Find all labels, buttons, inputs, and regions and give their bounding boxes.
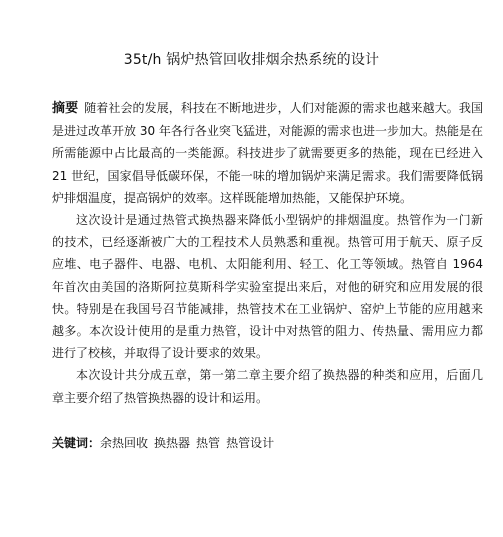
abstract-section — [52, 97, 483, 409]
keywords-label: 关键词： — [52, 436, 101, 450]
abstract-label: 摘要 — [52, 101, 79, 116]
document-title: 35t/h 锅炉热管回收排烟余热系统的设计 — [123, 52, 380, 68]
keyword-item: 余热回收 — [100, 436, 149, 450]
keywords-line — [52, 432, 483, 454]
abstract-paragraph-1 — [52, 97, 483, 209]
keyword-item: 热管设计 — [226, 436, 275, 450]
abstract-paragraph-3: 本次设计共分成五章，第一第二章主要介绍了换热器的种类和应用，后面几章主要介绍了热管换热器的设计和运用。 — [52, 368, 483, 405]
keyword-item: 换热器 — [154, 436, 191, 450]
abstract-paragraph-2: 这次设计是通过热管式换热器来降低小型锅炉的排烟温度。热管作为一门新的技术，已经逐渐被广大的工程技术人员熟悉和重视。热管可用于航天、原子反应堆、电子器件、电器、电机、太阳能利用、轻工、化工等领域。热管自 1964 年首次由美国的洛斯阿拉莫斯科学实验室提出来后，对他的研究和应用发展的很快。特别是在我国号召节能减排，热管技术在工业锅炉、窑炉上节能的应用越来越多。本次设计使用的是重力热管，设计中对热管的阻力、传热量、需用应力都进行了校核，并取得了设计要求的效果。 — [52, 213, 483, 361]
abstract-paragraph-1-text: 随着社会的发展，科技在不断地进步，人们对能源的需求也越来越大。我国是进过改革开放 30 年各行各业突飞猛进，对能源的需求也进一步加大。热能是在所需能源中占比最高的一类能源。科技进步了就需要更多的热能，现在已经进入 21 世纪，国家倡导低碳环保，不能一味的增加锅炉来满足需求。我们需要降低锅炉排烟温度，提高锅炉的效率。这样既能增加热能，又能保护环境。 — [52, 101, 483, 205]
keyword-item: 热管 — [196, 436, 221, 450]
